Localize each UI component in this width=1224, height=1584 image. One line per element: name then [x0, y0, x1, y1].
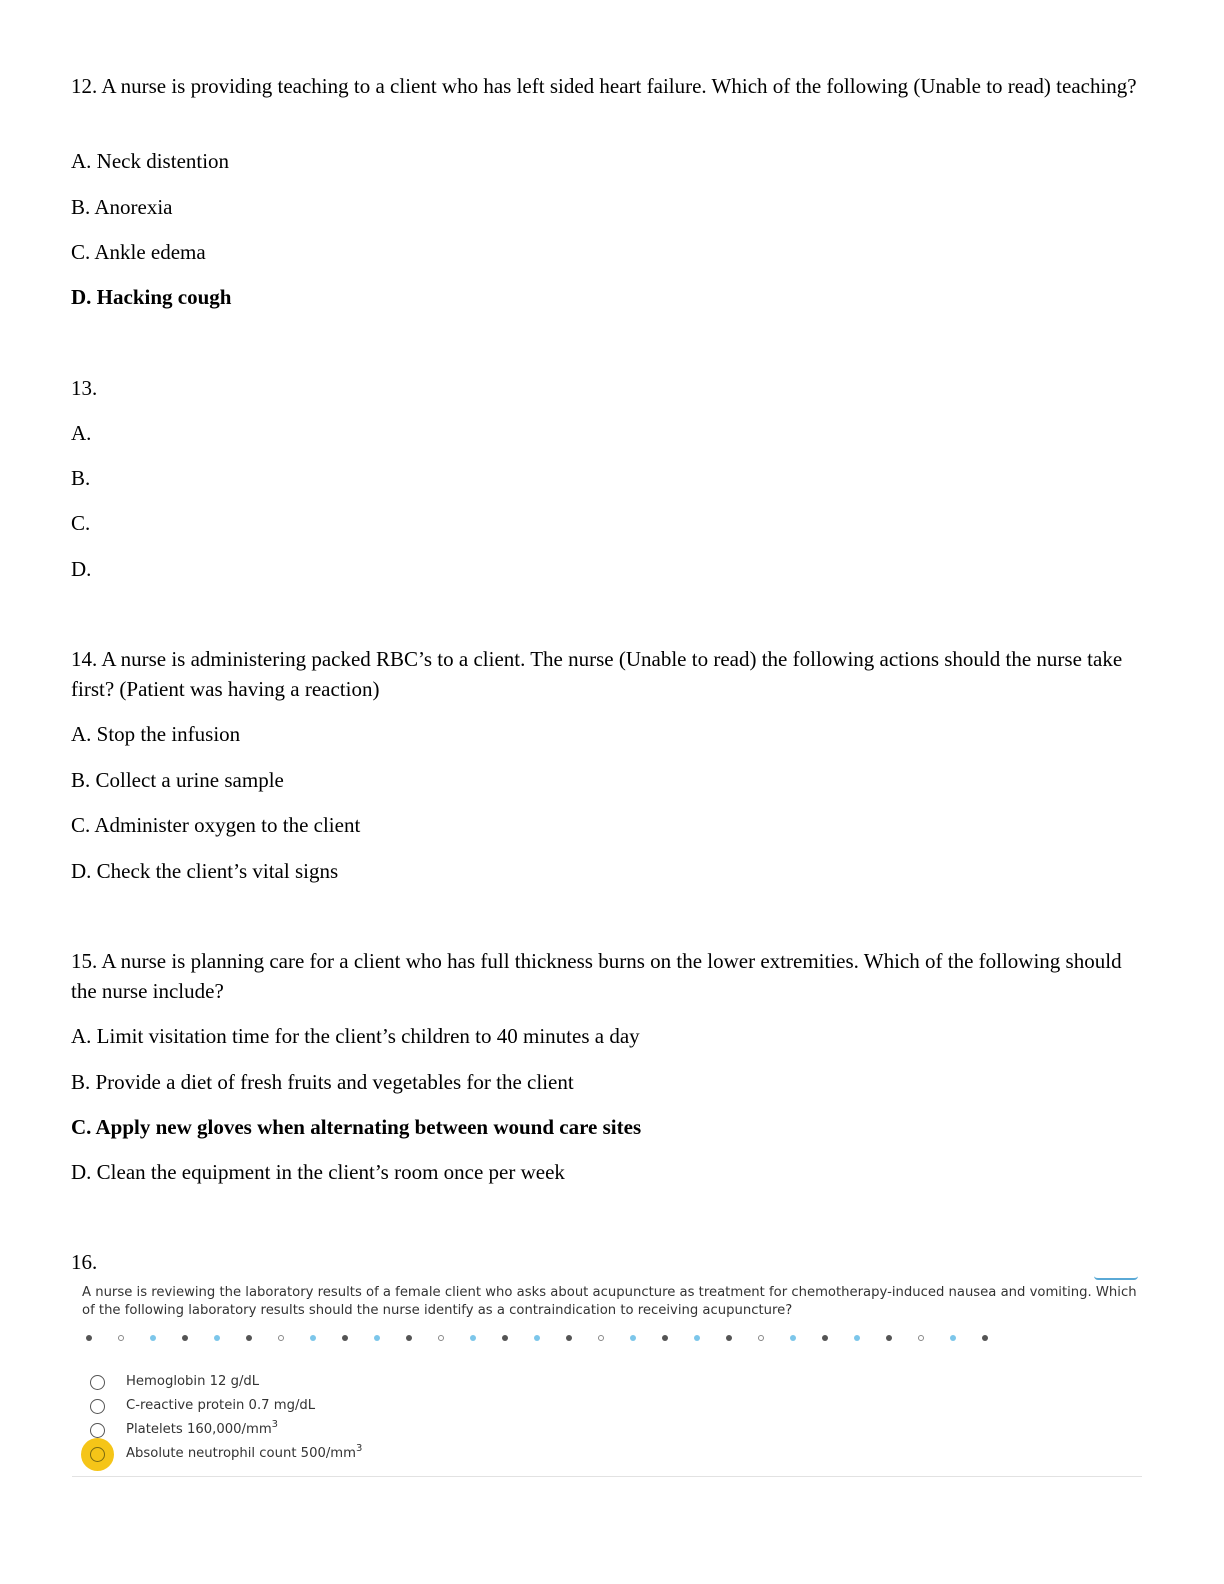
separator-dot [86, 1335, 92, 1341]
answer-option-label: C-reactive protein 0.7 mg/dL [126, 1398, 316, 1413]
answer-option-label: Platelets $160,000/mm^3$ [126, 1419, 279, 1437]
tab-indicator [1094, 1272, 1138, 1280]
question-15-option-b: B. Provide a diet of fresh fruits and vegetables for the client [71, 1070, 574, 1094]
question-15-stem: 15. A nurse is planning care for a client who has full thickness burns on the lower extremities. Which of the following should the nurse include? [71, 949, 1122, 1003]
divider [72, 1476, 1142, 1477]
separator-dot [726, 1335, 732, 1341]
question-12-option-c: C. Ankle edema [71, 240, 206, 264]
separator-dot [246, 1335, 252, 1341]
separator-dot [502, 1335, 508, 1341]
separator-dot [790, 1335, 796, 1341]
question-13-option-c: C. [71, 511, 91, 535]
separator-dot [598, 1335, 604, 1341]
dot-separator [82, 1332, 1002, 1346]
question-16-screenshot [72, 1272, 1142, 1478]
question-14-option-d: D. Check the client’s vital signs [71, 859, 339, 883]
radio-button[interactable] [90, 1423, 105, 1438]
question-14-option-c: C. Administer oxygen to the client [71, 813, 361, 837]
separator-dot [150, 1335, 156, 1341]
question-15-option-c-answer: C. Apply new gloves when alternating between wound care sites [71, 1115, 642, 1139]
separator-dot [854, 1335, 860, 1341]
question-14-stem: 14. A nurse is administering packed RBC’s to a client. The nurse (Unable to read) the following actions should the nurse take first? (Patient was having a reaction) [71, 647, 1123, 701]
question-12-option-d-answer: D. Hacking cough [71, 285, 232, 309]
separator-dot [662, 1335, 668, 1341]
answer-option[interactable] [72, 1396, 1142, 1420]
separator-dot [982, 1335, 988, 1341]
radio-button-selected[interactable] [90, 1447, 105, 1462]
question-13-option-d: D. [71, 557, 92, 581]
question-13-stem: 13. [71, 376, 98, 400]
separator-dot [630, 1335, 636, 1341]
answer-option[interactable] [72, 1420, 1142, 1444]
answer-option[interactable] [72, 1444, 1142, 1468]
question-16-prompt: A nurse is reviewing the laboratory results of a female client who asks about acupuncture as treatment for chemotherapy-induced nausea and vomiting. Which of the following laboratory results should the nurse identify as a contraindication to receiving acupuncture? [82, 1285, 1137, 1318]
separator-dot [118, 1335, 124, 1341]
separator-dot [406, 1335, 412, 1341]
question-13-option-a: A. [71, 421, 92, 445]
question-14-option-b: B. Collect a urine sample [71, 768, 284, 792]
question-13-option-b: B. [71, 466, 91, 490]
question-12-option-b: B. Anorexia [71, 195, 173, 219]
separator-dot [758, 1335, 764, 1341]
separator-dot [438, 1335, 444, 1341]
separator-dot [374, 1335, 380, 1341]
separator-dot [918, 1335, 924, 1341]
answer-option-label: Absolute neutrophil count $500/mm^3$ [126, 1443, 363, 1461]
question-15-option-d: D. Clean the equipment in the client’s room once per week [71, 1160, 565, 1184]
question-16-stem: 16. [71, 1250, 98, 1274]
question-12-option-a: A. Neck distention [71, 149, 230, 173]
question-15-option-a: A. Limit visitation time for the client’s children to 40 minutes a day [71, 1024, 640, 1048]
question-12-stem: 12. A nurse is providing teaching to a client who has left sided heart failure. Which of the following (Unable to read) teaching? [71, 74, 1137, 98]
separator-dot [534, 1335, 540, 1341]
separator-dot [342, 1335, 348, 1341]
separator-dot [470, 1335, 476, 1341]
separator-dot [950, 1335, 956, 1341]
answer-option[interactable] [72, 1372, 1142, 1396]
separator-dot [182, 1335, 188, 1341]
separator-dot [310, 1335, 316, 1341]
separator-dot [822, 1335, 828, 1341]
question-14-option-a: A. Stop the infusion [71, 722, 241, 746]
separator-dot [566, 1335, 572, 1341]
answer-options [72, 1372, 1142, 1468]
separator-dot [278, 1335, 284, 1341]
radio-button[interactable] [90, 1399, 105, 1414]
separator-dot [694, 1335, 700, 1341]
radio-button[interactable] [90, 1375, 105, 1390]
separator-dot [214, 1335, 220, 1341]
answer-option-label: Hemoglobin 12 g/dL [126, 1374, 260, 1389]
separator-dot [886, 1335, 892, 1341]
